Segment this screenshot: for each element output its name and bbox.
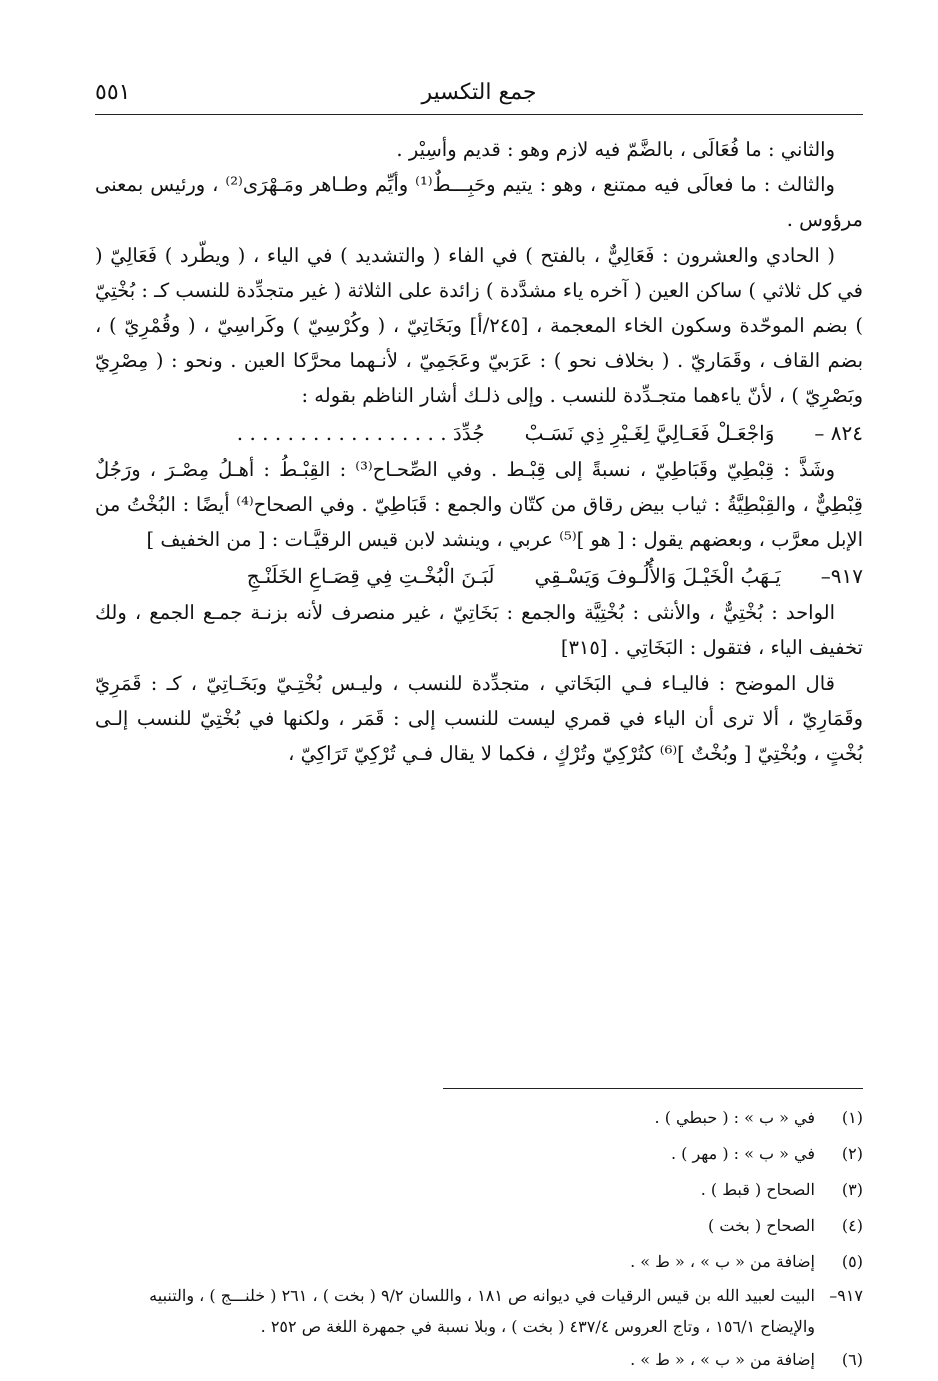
poem-verse bbox=[95, 414, 863, 452]
footnote-text: في « ب » : ( مهر ) . bbox=[670, 1144, 815, 1163]
footnote-text: البيت لعبيد الله بن قيس الرقيات في ديوانه ص ١٨١ ، واللسان ٩/٢ ( بخت ) ، ٢٦١ ( خلنـــج ) ، والتنبيه والإيضاح ١٥٦/١ ، وتاج العروس ٤٣٧/٤ ( بخت ) ، وبلا نسبة في جمهرة اللغة ص ٢٥٢ . bbox=[149, 1286, 815, 1336]
verse-first-hemistich: وَاجْعَـلْ فَعَـالِيَّ لِغَـيْرِ ذِي نَسَـبْ bbox=[524, 420, 775, 445]
footnote-text: الصحاح ( بخت ) bbox=[708, 1216, 815, 1235]
page-title: جمع التكسير bbox=[421, 80, 537, 105]
footnote bbox=[95, 1100, 863, 1136]
paragraph: قال الموضح : فاليـاء فـي البَخَاتي ، متجدِّدة للنسب ، وليـس بُخْتِـيّ وبَخَـاتِيّ ، كـ : قَمَرِيّ وقَمَارِيّ ، ألا ترى أن الياء في قمري ليست للنسب إلى : قَمَر ، ولكنها في بُخْتِيّ للنسب إلـى بُخْتٍ ، وبُخْتِيّ [ وبُخْتٌ ]⁽⁶⁾ كتُرْكِيّ وتُرْكٍ ، فكما لا يقال فـي تُرْكِيّ تَرَاكِيّ ، bbox=[95, 671, 863, 766]
footnote-number: (٥) bbox=[841, 1252, 863, 1271]
paragraph: والثالث : ما فعالَى فيه ممتنع ، وهو : يتيم وحَبِـــطٌ⁽¹⁾ وأيِّم وطـاهر ومَـهْرَى⁽²⁾ ، ورئيس بمعنى مرؤوس . bbox=[95, 173, 863, 232]
verse-second-hemistich: جُدِّدَ . . . . . . . . . . . . . . . . . bbox=[236, 420, 485, 445]
poem-verse bbox=[95, 557, 863, 595]
footnote-number: (٣) bbox=[841, 1180, 863, 1199]
footnote-number: (١) bbox=[841, 1108, 863, 1127]
footnote-number: (٢) bbox=[841, 1144, 863, 1163]
paragraph: ( الحادي والعشرون : فَعَالِيٌّ ، بالفتح ) في الفاء ( والتشديد ) في الياء ، ( ويطّرد ) فَعَالِيّ ( في كل ثلاثي ) ساكن العين ( آخره ياء مشدَّدة ) زائدة على الثلاثة ( غير متجدِّدة للنسب كـ : بُخْتِيّ ) بضم الموحّدة وسكون الخاء المعجمة ، [٢٤٥/أ] وبَخَاتِيّ ، ( وكُرْسِيّ ) وكَراسِيّ ، ( وقُمْرِيّ ) ، بضم القاف ، وقَمَاريّ . ( بخلاف نحو ) : عَرَبيّ وعَجَمِيّ ، لأنـهما محرَّكا العين . ونحو : ( مِصْرِيّ وبَصْرِيّ ) ، لأنّ ياءهما متجـدِّدة للنسب . وإلى ذلـك أشار الناظم بقوله : bbox=[95, 243, 863, 408]
footnote-number: (٦) bbox=[841, 1350, 863, 1369]
footnote-number: (٤) bbox=[841, 1216, 863, 1235]
footnote bbox=[95, 1280, 863, 1342]
page-number: ٥٥١ bbox=[95, 80, 131, 105]
footnote bbox=[95, 1136, 863, 1172]
footnote bbox=[95, 1172, 863, 1208]
footnote bbox=[95, 1342, 863, 1378]
book-page bbox=[95, 70, 863, 1369]
verse-first-hemistich: يَـهَبُ الْخَيْـلَ وَالأُلُـوفَ وَيَسْـقِي bbox=[534, 564, 781, 589]
footnotes bbox=[95, 1100, 863, 1378]
page-header bbox=[95, 80, 863, 115]
footnote bbox=[95, 1208, 863, 1244]
verse-number: ٨٢٤ – bbox=[814, 420, 863, 445]
verse-number: ٩١٧– bbox=[820, 564, 863, 589]
paragraph: وشَذَّ : قِبْطِيّ وقَبَاطِيّ ، نسبةً إلى قِبْـط . وفي الصِّحـاح⁽³⁾ : القِبْـطُ : أهـلُ مِصْـرَ ، ورَجُلٌ قِبْطِيٌّ ، والقِبْطِيَّةُ : ثياب بيض رقاق من كتّان والجمع : قَبَاطِيّ . وفي الصحاح⁽⁴⁾ أيضًا : البُخْتُ من الإبل معرَّب ، وبعضهم يقول : [ هو ]⁽⁵⁾ عربي ، وينشد لابن قيس الرقيَّـات : [ من الخفيف ] bbox=[95, 457, 863, 552]
verse-second-hemistich: لَبَـنَ الْبُخْـتِ فِي قِصَـاعِ الخَلَنْـجِ bbox=[246, 564, 495, 589]
paragraph: والثاني : ما فُعَالَى ، بالضَّمّ فيه لازم وهو : قديم وأسِيْر . bbox=[396, 138, 835, 161]
paragraph: الواحد : بُخْتِيٌّ ، والأنثى : بُخْتِيَّة والجمع : بَخَاتِيّ ، غير منصرف لأنه بزنـة جمـع الجمع ، ولك تخفيف الياء ، فتقول : البَخَاتِي . [٣١٥] bbox=[95, 601, 863, 660]
footnote-divider bbox=[443, 1088, 863, 1089]
footnote-text: إضافة من « ب » ، « ط » . bbox=[630, 1350, 815, 1369]
footnote-text: في « ب » : ( حبطي ) . bbox=[654, 1108, 815, 1127]
footnote bbox=[95, 1244, 863, 1280]
footnote-text: الصحاح ( قبط ) . bbox=[700, 1180, 815, 1199]
footnote-number: ٩١٧– bbox=[829, 1286, 863, 1305]
main-text bbox=[95, 132, 863, 771]
footnote-text: إضافة من « ب » ، « ط » . bbox=[630, 1252, 815, 1271]
